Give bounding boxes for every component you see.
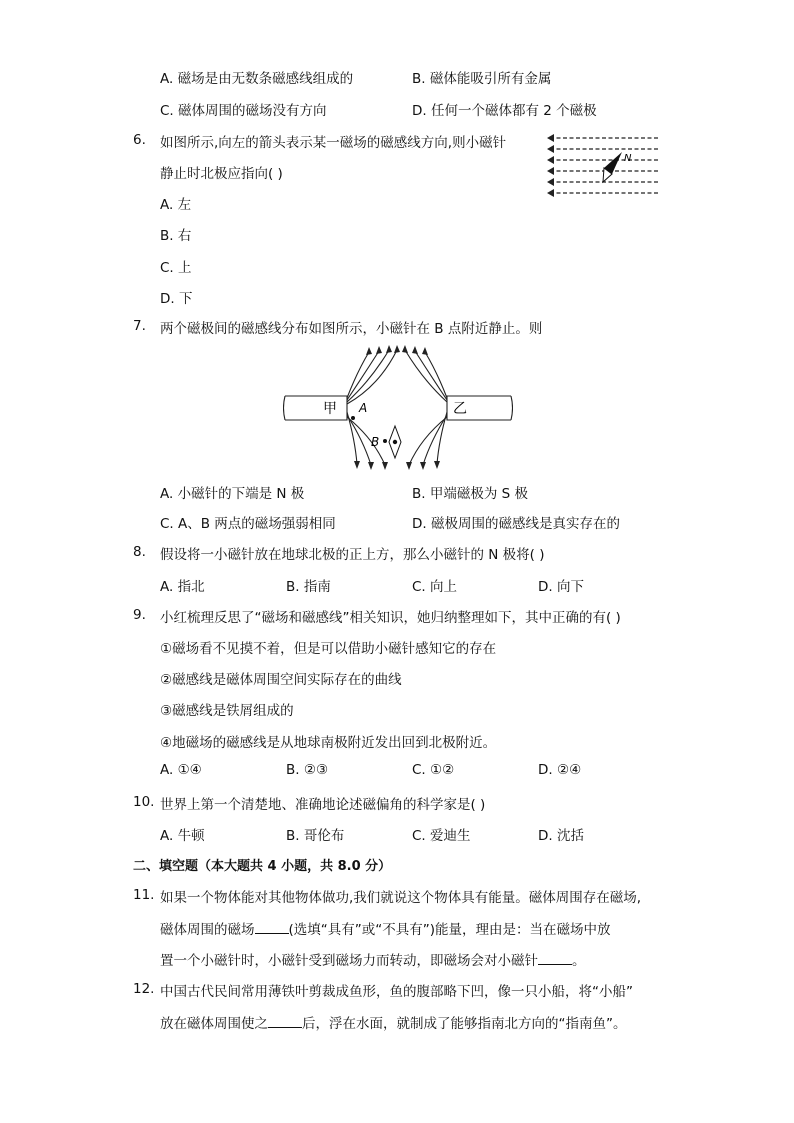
q11-line1: 如果一个物体能对其他物体做功,我们就说这个物体具有能量。磁体周围存在磁场, bbox=[160, 890, 642, 906]
q11-line3 bbox=[160, 949, 586, 969]
q6-number: 6. bbox=[133, 132, 146, 148]
q8-stem: 假设将一小磁针放在地球北极的正上方，那么小磁针的 N 极将( ) bbox=[160, 547, 545, 563]
q9-number: 9. bbox=[133, 607, 146, 623]
q12-blank-1[interactable] bbox=[268, 1015, 302, 1028]
q9-option-d: D. ②④ bbox=[538, 762, 582, 778]
q7-number: 7. bbox=[133, 318, 146, 334]
q9-option-c: C. ①② bbox=[412, 762, 455, 778]
q9-option-a: A. ①④ bbox=[160, 762, 202, 778]
q9-statement-4: ④地磁场的磁感线是从地球南极附近发出回到北极附近。 bbox=[160, 735, 497, 751]
q5-option-a: A. 磁场是由无数条磁感线组成的 bbox=[160, 71, 354, 87]
q10-option-a: A. 牛顿 bbox=[160, 828, 205, 844]
q7-stem: 两个磁极间的磁感线分布如图所示，小磁针在 B 点附近静止。则 bbox=[160, 321, 543, 337]
q5-option-d: D. 任何一个磁体都有 2 个磁极 bbox=[412, 103, 597, 119]
q12-line2-start: 放在磁体周围使之 bbox=[160, 1016, 268, 1032]
q10-option-c: C. 爱迪生 bbox=[412, 828, 471, 844]
q7-option-b: B. 甲端磁极为 S 极 bbox=[412, 486, 528, 502]
q7-magnet-figure bbox=[283, 344, 513, 470]
q12-line2 bbox=[160, 1012, 627, 1032]
compass-needle-icon bbox=[603, 152, 622, 182]
small-compass-icon bbox=[389, 426, 401, 458]
q11-line3-end: 。 bbox=[572, 953, 586, 969]
q9-stem: 小红梳理反思了“磁场和磁感线”相关知识，她归纳整理如下，其中正确的有( ) bbox=[160, 610, 621, 626]
q7-option-d: D. 磁极周围的磁感线是真实存在的 bbox=[412, 516, 620, 532]
q7-point-b-label: B bbox=[371, 435, 380, 449]
q7-option-a: A. 小磁针的下端是 N 极 bbox=[160, 486, 305, 502]
q6-option-a: A. 左 bbox=[160, 197, 192, 213]
q9-statement-3: ③磁感线是铁屑组成的 bbox=[160, 703, 294, 719]
q11-line2 bbox=[160, 918, 611, 938]
q8-number: 8. bbox=[133, 544, 146, 560]
q11-line2-end: (选填“具有”或“不具有”)能量，理由是：当在磁场中放 bbox=[288, 922, 611, 938]
q9-option-b: B. ②③ bbox=[286, 762, 329, 778]
q6-option-d: D. 下 bbox=[160, 291, 193, 307]
q11-blank-1[interactable] bbox=[255, 921, 289, 934]
q6-field-figure bbox=[540, 128, 665, 206]
q11-line2-start: 磁体周围的磁场 bbox=[160, 922, 255, 938]
q10-option-b: B. 哥伦布 bbox=[286, 828, 345, 844]
q8-option-b: B. 指南 bbox=[286, 579, 331, 595]
q12-number: 12. bbox=[133, 981, 155, 997]
q9-statement-2: ②磁感线是磁体周围空间实际存在的曲线 bbox=[160, 672, 402, 688]
q6-figure-label-n: N bbox=[624, 153, 632, 164]
q12-line2-end: 后，浮在水面，就制成了能够指南北方向的“指南鱼”。 bbox=[302, 1016, 627, 1032]
q6-stem-line1: 如图所示,向左的箭头表示某一磁场的磁感线方向,则小磁针 bbox=[160, 135, 507, 151]
q10-stem: 世界上第一个清楚地、准确地论述磁偏角的科学家是( ) bbox=[160, 797, 486, 813]
q8-option-c: C. 向上 bbox=[412, 579, 458, 595]
q8-option-d: D. 向下 bbox=[538, 579, 584, 595]
q6-option-c: C. 上 bbox=[160, 260, 192, 276]
q11-line3-start: 置一个小磁针时，小磁针受到磁场力而转动，即磁场会对小磁针 bbox=[160, 953, 538, 969]
q7-magnet-left-label: 甲 bbox=[323, 401, 337, 417]
q6-option-b: B. 右 bbox=[160, 228, 192, 244]
q10-number: 10. bbox=[133, 794, 155, 810]
q7-point-a-label: A bbox=[359, 401, 368, 415]
q10-option-d: D. 沈括 bbox=[538, 828, 584, 844]
q12-line1: 中国古代民间常用薄铁叶剪裁成鱼形，鱼的腹部略下凹，像一只小船，将“小船” bbox=[160, 984, 633, 1000]
q8-option-a: A. 指北 bbox=[160, 579, 205, 595]
q11-number: 11. bbox=[133, 887, 155, 903]
q9-statement-1: ①磁场看不见摸不着，但是可以借助小磁针感知它的存在 bbox=[160, 641, 497, 657]
q11-blank-2[interactable] bbox=[538, 952, 572, 965]
q7-magnet-right-label: 乙 bbox=[453, 401, 467, 417]
q5-option-c: C. 磁体周围的磁场没有方向 bbox=[160, 103, 327, 119]
q6-stem-line2: 静止时北极应指向( ) bbox=[160, 166, 283, 182]
q5-option-b: B. 磁体能吸引所有金属 bbox=[412, 71, 552, 87]
q7-option-c: C. A、B 两点的磁场强弱相同 bbox=[160, 516, 336, 532]
section-2-heading: 二、填空题（本大题共 4 小题，共 8.0 分） bbox=[133, 859, 392, 874]
